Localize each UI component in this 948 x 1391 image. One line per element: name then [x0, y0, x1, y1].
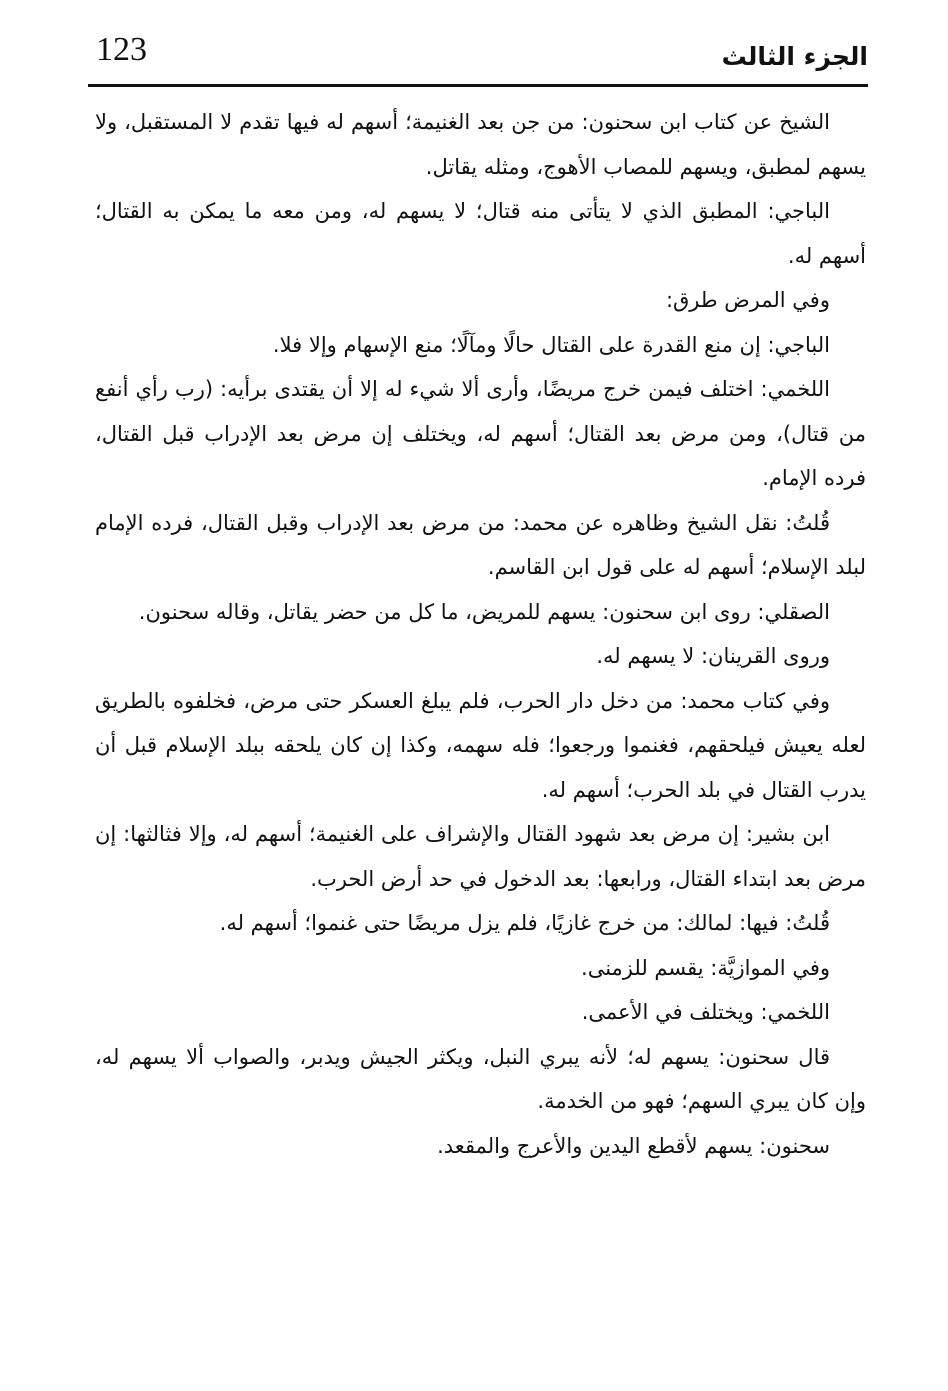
paragraph: قُلتُ: فيها: لمالك: من خرج غازيًا، فلم يزل مريضًا حتى غنموا؛ أسهم له. — [219, 911, 830, 935]
paragraph: الباجي: إن منع القدرة على القتال حالًا ومآلًا؛ منع الإسهام وإلا فلا. — [272, 332, 830, 357]
header-rule — [88, 84, 868, 87]
paragraph: وفي الموازيَّة: يقسم للزمنى. — [581, 955, 830, 980]
running-head: الجزء الثالث — [721, 42, 868, 71]
paragraph: وروى القرينان: لا يسهم له. — [596, 644, 830, 668]
paragraph: اللخمي: اختلف فيمن خرج مريضًا، وأرى ألا شيء له إلا أن يقتدى برأيه: (رب رأي أنفع من قتال)، ومن مرض بعد القتال؛ أسهم له، ويختلف إن مرض بعد الإدراب قبل القتال، فرده الإمام. — [95, 377, 866, 490]
paragraph: اللخمي: ويختلف في الأعمى. — [581, 1000, 830, 1024]
paragraph: ابن بشير: إن مرض بعد شهود القتال والإشراف على الغنيمة؛ أسهم له، وإلا فثالثها: إن مرض بعد ابتداء القتال، ورابعها: بعد الدخول في حد أرض الحرب. — [95, 822, 866, 891]
paragraph: سحنون: يسهم لأقطع اليدين والأعرج والمقعد. — [437, 1133, 830, 1158]
page-header — [88, 22, 868, 84]
paragraph: الباجي: المطبق الذي لا يتأتى منه قتال؛ لا يسهم له، ومن معه ما يمكن به القتال؛ أسهم له. — [95, 199, 866, 268]
paragraph: قُلتُ: نقل الشيخ وظاهره عن محمد: من مرض بعد الإدراب وقبل القتال، فرده الإمام لبلد الإسلام؛ أسهم له على قول ابن القاسم. — [95, 510, 866, 579]
paragraph: قال سحنون: يسهم له؛ لأنه يبري النبل، ويكثر الجيش ويدبر، والصواب ألا يسهم له، وإن كان يبري السهم؛ فهو من الخدمة. — [95, 1044, 866, 1113]
paragraph: الشيخ عن كتاب ابن سحنون: من جن بعد الغنيمة؛ أسهم له فيها تقدم لا المستقبل، ولا يسهم لمطبق، ويسهم للمصاب الأهوج، ومثله يقاتل. — [95, 110, 866, 179]
paragraph: وفي كتاب محمد: من دخل دار الحرب، فلم يبلغ العسكر حتى مرض، فخلفوه بالطريق لعله يعيش فيلحقهم، فغنموا ورجعوا؛ فله سهمه، وكذا إن كان يلحقه ببلد الإسلام قبل أن يدرب القتال في بلد الحرب؛ أسهم له. — [95, 688, 866, 802]
paragraph: الصقلي: روى ابن سحنون: يسهم للمريض، ما كل من حضر يقاتل، وقاله سحنون. — [138, 599, 830, 624]
page-number: 123 — [96, 31, 147, 68]
paragraph: وفي المرض طرق: — [665, 288, 830, 312]
main-text — [95, 100, 866, 1168]
